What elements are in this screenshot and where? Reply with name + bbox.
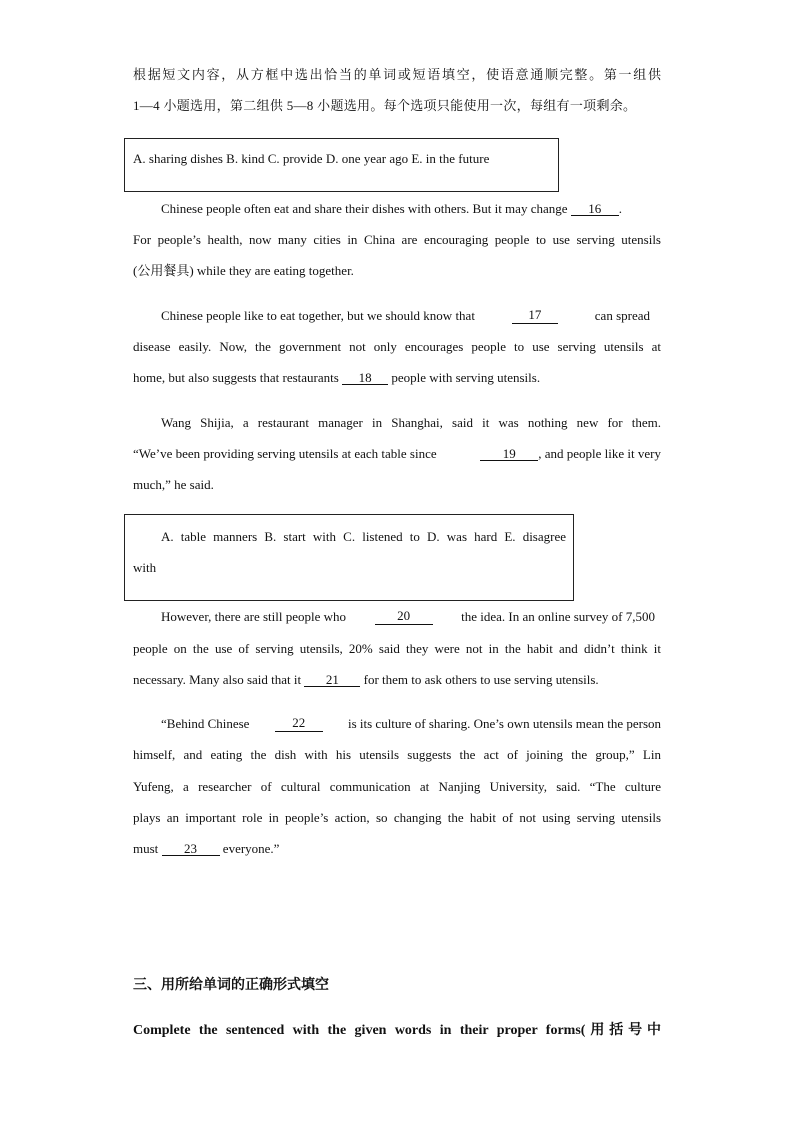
para2-line2: disease easily. Now, the government not only encourages people to use serving utensils at bbox=[133, 339, 661, 354]
para4-text-d: for them to ask others to use serving utensils. bbox=[363, 672, 599, 687]
para2-text-c: home, but also suggests that restaurants bbox=[133, 370, 339, 385]
para3-line2 bbox=[133, 446, 661, 462]
para5-line5 bbox=[133, 841, 279, 857]
para1-text-a: Chinese people often eat and share their dishes with others. But it may change bbox=[161, 201, 568, 216]
para1-text-b: . bbox=[618, 201, 622, 216]
para3-line1: Wang Shijia, a restaurant manager in Shanghai, said it was nothing new for them. bbox=[161, 415, 661, 430]
para4-text-a: However, there are still people who bbox=[161, 609, 347, 624]
para2-text-d: people with serving utensils. bbox=[391, 370, 541, 385]
option-box-2 bbox=[124, 514, 574, 601]
blank-21[interactable]: 21 bbox=[304, 673, 360, 687]
para5-line4: plays an important role in people’s action, so changing the habit of not using serving utensils bbox=[133, 810, 661, 825]
option-box-1-text: A. sharing dishes B. kind C. provide D. one year ago E. in the future bbox=[133, 151, 490, 166]
instruction-line-2: 1—4 小题选用，第二组供 5—8 小题选用。每个选项只能使用一次，每组有一项剩余。 bbox=[133, 98, 637, 113]
para5-text-c: must bbox=[133, 841, 159, 856]
para4-line2: people on the use of serving utensils, 20% said they were not in the habit and didn’t think it bbox=[133, 641, 661, 656]
instruction-line-1: 根据短文内容，从方框中选出恰当的单词或短语填空，使语意通顺完整。第一组供 bbox=[133, 67, 661, 82]
blank-16[interactable]: 16 bbox=[571, 202, 619, 216]
para3-line3: much,” he said. bbox=[133, 477, 214, 492]
para5-line1 bbox=[161, 716, 661, 732]
para5-line2: himself, and eating the dish with his utensils suggests the act of joining the group,” Lin bbox=[133, 747, 661, 762]
para1-line3: (公用餐具) while they are eating together. bbox=[133, 263, 354, 278]
para5-text-a: “Behind Chinese bbox=[161, 716, 250, 731]
blank-17[interactable]: 17 bbox=[512, 308, 558, 324]
para5-line3: Yufeng, a researcher of cultural communication at Nanjing University, said. “The culture bbox=[133, 779, 661, 794]
para5-text-b: is its culture of sharing. One’s own utensils mean the person bbox=[347, 716, 661, 731]
blank-19[interactable]: 19 bbox=[480, 447, 538, 461]
para5-text-d: everyone.” bbox=[222, 841, 280, 856]
para4-text-b: the idea. In an online survey of 7,500 bbox=[461, 609, 655, 624]
option-box-1 bbox=[124, 138, 559, 192]
option-box-2-line1: A. table manners B. start with C. listened to D. was hard E. disagree bbox=[161, 529, 566, 544]
para2-line1 bbox=[161, 308, 650, 324]
option-box-2-line2: with bbox=[133, 560, 157, 575]
para4-text-c: necessary. Many also said that it bbox=[133, 672, 302, 687]
para3-text-b: , and people like it very bbox=[538, 446, 661, 461]
blank-23[interactable]: 23 bbox=[162, 842, 220, 856]
para1-line1 bbox=[161, 201, 622, 217]
blank-20[interactable]: 20 bbox=[375, 609, 433, 625]
para4-line3 bbox=[133, 672, 599, 688]
section-subheading: Complete the sentenced with the given words in their proper forms(用括号中 bbox=[133, 1023, 661, 1038]
para2-text-b: can spread bbox=[594, 308, 650, 323]
para2-text-a: Chinese people like to eat together, but we should know that bbox=[161, 308, 475, 323]
para3-text-a: “We’ve been providing serving utensils at each table since bbox=[133, 446, 437, 461]
para1-line2: For people’s health, now many cities in China are encouraging people to use serving utensils bbox=[133, 232, 661, 247]
blank-18[interactable]: 18 bbox=[342, 371, 388, 385]
para4-line1 bbox=[161, 609, 655, 625]
section-heading: 三、用所给单词的正确形式填空 bbox=[133, 978, 329, 993]
para2-line3 bbox=[133, 370, 540, 386]
blank-22[interactable]: 22 bbox=[275, 716, 323, 732]
